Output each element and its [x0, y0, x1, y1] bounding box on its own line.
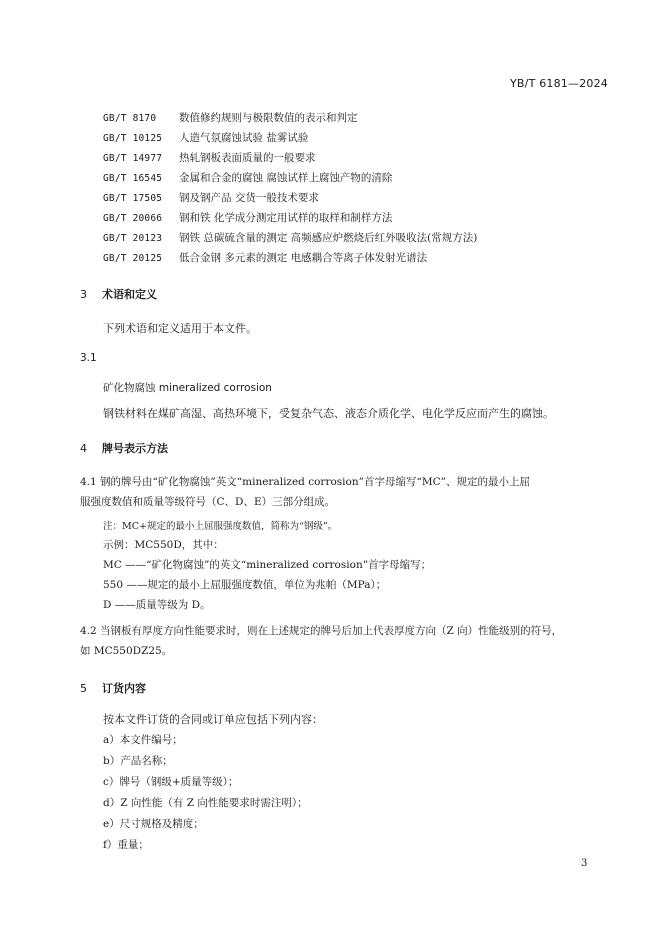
- list-item: d）Z 向性能（有 Z 向性能要求时需注明）；: [103, 797, 308, 809]
- section-title: 牌号表示方法: [102, 442, 168, 455]
- reference-title: 金属和合金的腐蚀 腐蚀试样上腐蚀产物的清除: [179, 172, 393, 184]
- reference-title: 低合金钢 多元素的测定 电感耦合等离子体发射光谱法: [179, 252, 428, 264]
- list-item: f）重量；: [103, 839, 149, 851]
- example-550: 550 ——规定的最小上屈服强度数值，单位为兆帕（MPa）；: [103, 579, 387, 591]
- reference-code: GB/T 20123: [103, 233, 163, 244]
- reference-title: 热轧钢板表面质量的一般要求: [179, 152, 316, 164]
- list-item: a）本文件编号；: [103, 734, 183, 746]
- section-3-intro: 下列术语和定义适用于本文件。: [103, 322, 257, 335]
- term-number: 3.1: [80, 352, 97, 364]
- example-label: 示例：MC550D，其中：: [103, 539, 224, 551]
- reference-code: GB/T 20125: [103, 253, 163, 264]
- reference-item: [103, 210, 392, 225]
- reference-title: 数值修约规则与极限数值的表示和判定: [179, 112, 358, 124]
- page-number: 3: [581, 858, 588, 869]
- reference-title: 钢及钢产品 交货一般技术要求: [179, 192, 319, 204]
- section-5-intro: 按本文件订货的合同或订单应包括下列内容：: [103, 713, 323, 726]
- section-number: 5: [80, 682, 87, 695]
- section-3-heading: [80, 286, 157, 302]
- reference-title: 钢和铁 化学成分测定用试样的取样和制样方法: [179, 212, 393, 224]
- reference-code: GB/T 17505: [103, 193, 163, 204]
- reference-code: GB/T 16545: [103, 173, 163, 184]
- clause-4-1-line-1: 4.1 钢的牌号由“矿化物腐蚀”英文“mineralized corrosion”首字母缩写“MC”、规定的最小上屈: [80, 476, 531, 488]
- reference-item: [103, 230, 477, 245]
- example-d: D ——质量等级为 D。: [103, 599, 211, 611]
- reference-item: [103, 130, 308, 145]
- note: 注：MC+规定的最小上屈服强度数值，简称为“钢级”。: [103, 521, 338, 532]
- section-title: 订货内容: [102, 682, 146, 695]
- section-title: 术语和定义: [102, 288, 157, 301]
- standard-code: YB/T 6181—2024: [510, 77, 608, 90]
- list-item: e）尺寸规格及精度；: [103, 818, 204, 830]
- section-4-heading: [80, 440, 168, 456]
- reference-item: [103, 110, 358, 125]
- reference-code: GB/T 20066: [103, 213, 163, 224]
- reference-title: 人造气氛腐蚀试验 盐雾试验: [179, 132, 309, 144]
- reference-item: [103, 250, 427, 265]
- clause-4-2-line-1: 4.2 当钢板有厚度方向性能要求时，则在上述规定的牌号后加上代表厚度方向（Z 向）性能级别的符号，: [80, 625, 563, 637]
- reference-item: [103, 190, 319, 205]
- example-mc: MC ——“矿化物腐蚀”的英文“mineralized corrosion”首字母缩写；: [103, 559, 432, 571]
- clause-4-1-line-2: 服强度数值和质量等级符号（C、D、E）三部分组成。: [80, 496, 336, 508]
- reference-item: [103, 170, 392, 185]
- clause-4-2-line-2: 如 MC550DZ25。: [80, 645, 173, 657]
- section-5-heading: [80, 680, 146, 696]
- list-item: c）牌号（钢级+质量等级）；: [103, 776, 239, 788]
- term-entry: 矿化物腐蚀 mineralized corrosion: [103, 382, 272, 394]
- reference-code: GB/T 8170: [103, 113, 157, 124]
- reference-code: GB/T 14977: [103, 153, 163, 164]
- term-definition: 钢铁材料在煤矿高湿、高热环境下，受复杂气态、液态介质化学、电化学反应而产生的腐蚀。: [103, 407, 554, 420]
- reference-item: [103, 150, 316, 165]
- list-item: b）产品名称；: [103, 755, 173, 767]
- reference-code: GB/T 10125: [103, 133, 163, 144]
- reference-title: 钢铁 总碳硫含量的测定 高频感应炉燃烧后红外吸收法(常规方法): [179, 232, 478, 244]
- section-number: 4: [80, 442, 87, 455]
- section-number: 3: [80, 288, 87, 301]
